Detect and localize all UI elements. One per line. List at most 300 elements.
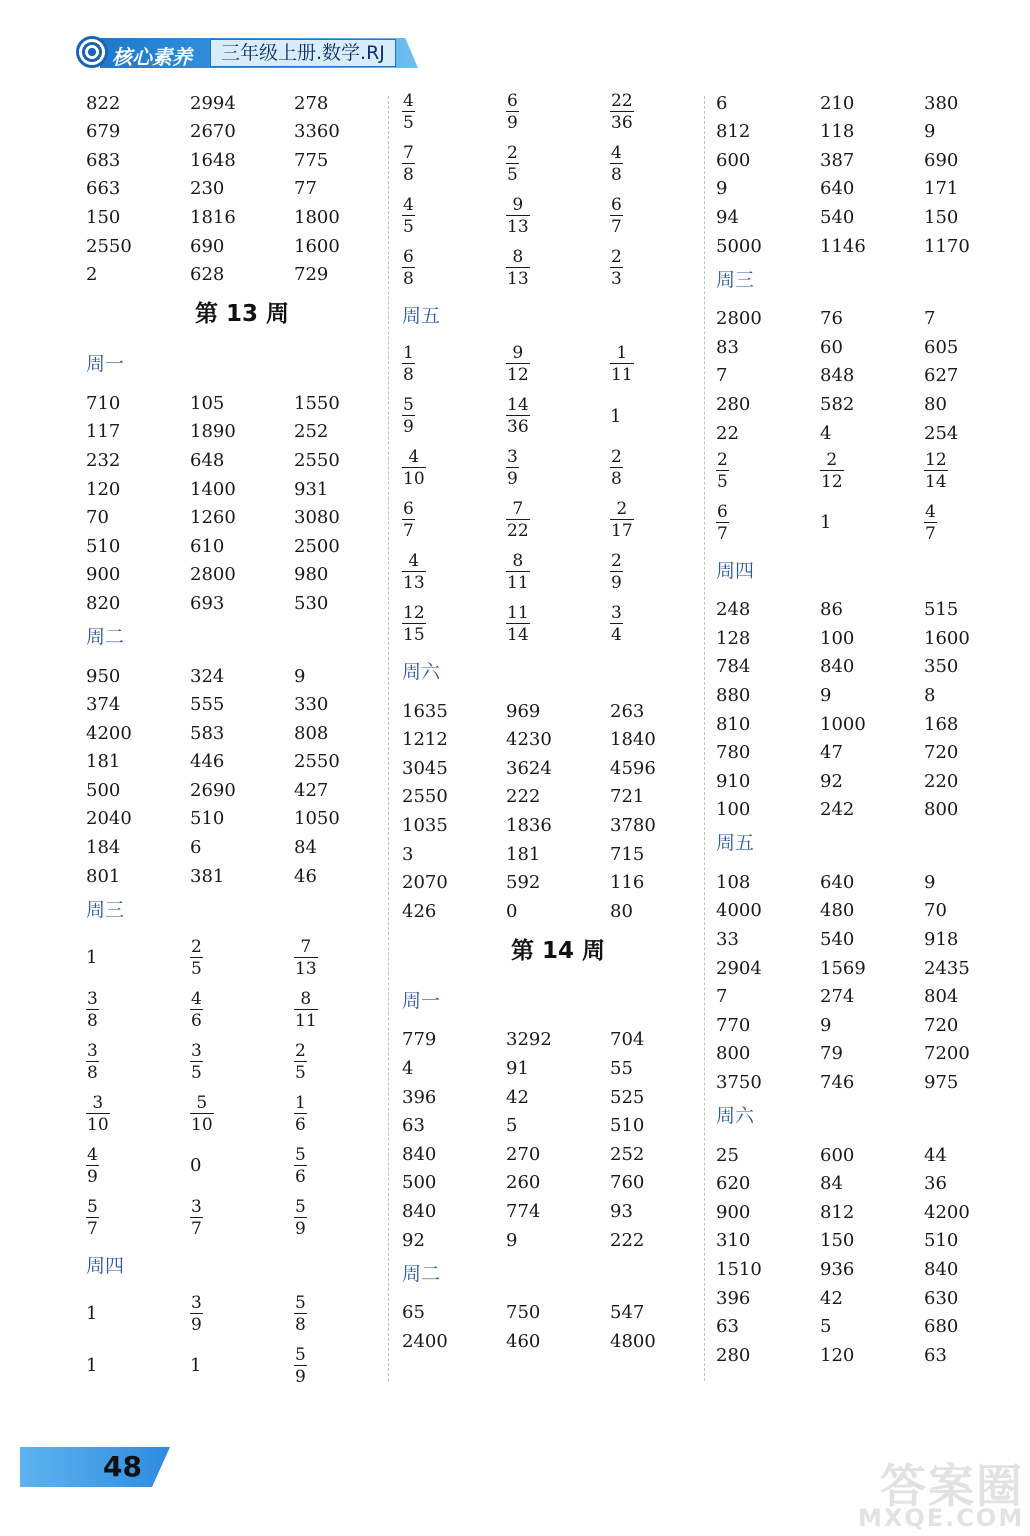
answer-cell	[86, 1093, 190, 1135]
answer-cell	[506, 844, 610, 866]
answer-value: 784	[716, 656, 751, 678]
answer-row	[402, 1296, 714, 1325]
answer-row	[402, 723, 714, 752]
answer-cell	[294, 536, 398, 558]
answer-cell	[402, 729, 506, 751]
answer-value: 396	[402, 1086, 437, 1108]
answer-cell	[820, 365, 924, 387]
answer-cell	[86, 121, 190, 143]
answer-cell	[294, 264, 398, 286]
answer-row	[716, 1167, 1028, 1196]
answer-value: 540	[820, 929, 855, 951]
answer-value: 2550	[86, 235, 132, 257]
answer-cell	[294, 207, 398, 229]
answer-value: 840	[924, 1259, 959, 1280]
answer-value: 936	[820, 1259, 855, 1280]
answer-row	[86, 773, 398, 802]
answer-value: 7	[716, 365, 728, 387]
answer-cell	[716, 986, 820, 1008]
answer-cell	[402, 901, 506, 923]
answer-cell	[820, 121, 924, 143]
target-logo-icon	[76, 36, 108, 68]
fraction: $\frac{7}{22}$	[507, 499, 529, 541]
answer-row	[86, 745, 398, 774]
answer-cell	[610, 1201, 714, 1223]
answer-value: 1816	[190, 206, 236, 228]
answer-row	[716, 1065, 1028, 1094]
brand-name: 核心素养	[112, 45, 192, 69]
answer-value: 600	[820, 1144, 855, 1166]
answer-cell	[506, 143, 610, 185]
answer-row	[86, 200, 398, 229]
answer-cell	[190, 937, 294, 979]
answer-cell	[610, 1029, 714, 1051]
answer-cell	[190, 837, 294, 859]
day-heading: 周六	[716, 1105, 755, 1128]
answer-row	[86, 1340, 398, 1392]
answer-cell	[506, 499, 610, 541]
answer-row	[716, 1138, 1028, 1167]
answer-value: 9	[294, 665, 306, 687]
answer-cell	[402, 143, 506, 185]
answer-cell	[610, 1144, 714, 1166]
answer-value: 380	[924, 92, 959, 114]
answer-cell	[86, 421, 190, 443]
answer-value: 2800	[190, 564, 236, 586]
answer-value: 9	[820, 684, 832, 706]
answer-cell	[820, 599, 924, 621]
fraction: $\frac{11}{14}$	[507, 603, 529, 645]
answer-cell	[820, 150, 924, 172]
answer-value: 746	[820, 1072, 855, 1094]
answer-cell	[610, 901, 714, 923]
answer-value: 2550	[402, 786, 448, 808]
answer-value: 648	[190, 449, 225, 471]
answer-value: 4230	[506, 729, 552, 751]
answer-row	[86, 1288, 398, 1340]
answer-cell	[610, 1115, 714, 1137]
answer-value: 704	[610, 1029, 645, 1051]
answer-cell	[294, 780, 398, 802]
answer-value: 427	[294, 779, 329, 801]
fraction: $\frac{5}{6}$	[295, 1144, 306, 1187]
answer-row	[402, 598, 714, 650]
answer-cell	[820, 872, 924, 894]
answer-value: 7	[716, 986, 728, 1008]
answer-cell	[820, 771, 924, 793]
answer-value: 800	[716, 1043, 751, 1065]
answer-value: 84	[820, 1173, 843, 1195]
answer-cell	[924, 1316, 1028, 1338]
fraction: $\frac{4}{5}$	[403, 91, 414, 133]
answer-cell	[294, 1293, 398, 1335]
fraction: $\frac{8}{11}$	[507, 551, 529, 593]
answer-cell	[294, 507, 398, 529]
answer-value: 480	[820, 900, 855, 922]
answer-cell	[924, 423, 1028, 445]
answer-row	[402, 338, 714, 390]
answer-cell	[506, 1087, 610, 1109]
fraction: $\frac{3}{4}$	[611, 603, 622, 645]
answer-row	[86, 859, 398, 888]
answer-cell	[294, 808, 398, 830]
answer-value: 210	[820, 92, 855, 114]
answer-cell	[716, 1288, 820, 1310]
answer-cell	[716, 742, 820, 764]
answer-value: 1600	[924, 627, 970, 649]
fraction: $\frac{3}{8}$	[87, 1040, 98, 1083]
answer-value: 810	[716, 713, 751, 735]
answer-cell	[294, 421, 398, 443]
answer-value: 1550	[294, 392, 340, 414]
answer-value: 720	[924, 1014, 959, 1036]
answer-value: 1890	[190, 421, 236, 443]
answer-cell	[716, 1145, 820, 1167]
answer-cell	[190, 1293, 294, 1335]
answer-value: 120	[820, 1344, 855, 1366]
answer-value: 63	[402, 1115, 425, 1137]
answer-value: 150	[86, 206, 121, 228]
answer-value: 42	[506, 1086, 529, 1108]
answer-row	[716, 678, 1028, 707]
answer-cell	[402, 91, 506, 133]
answer-value: 4800	[610, 1330, 656, 1352]
answer-value: 710	[86, 392, 121, 414]
fraction: $\frac{6}{7}$	[611, 195, 622, 237]
answer-cell	[820, 394, 924, 416]
answer-value: 232	[86, 449, 121, 471]
answer-value: 0	[190, 1155, 202, 1177]
answer-cell	[716, 502, 820, 544]
answer-value: 4596	[610, 757, 656, 779]
answer-cell	[86, 393, 190, 415]
answer-cell	[86, 450, 190, 472]
answer-cell	[924, 656, 1028, 678]
fraction: $\frac{3}{9}$	[507, 447, 518, 489]
answer-value: 278	[294, 92, 329, 114]
answer-cell	[924, 742, 1028, 764]
answer-value: 1600	[294, 235, 340, 257]
answer-cell	[924, 714, 1028, 736]
answer-value: 120	[86, 478, 121, 500]
answer-value: 5	[506, 1115, 518, 1137]
answer-value: 900	[716, 1201, 751, 1223]
answer-value: 446	[190, 751, 225, 773]
answer-cell	[506, 551, 610, 593]
answer-cell	[190, 536, 294, 558]
answer-row	[716, 793, 1028, 822]
answer-cell	[402, 247, 506, 289]
answer-cell	[610, 195, 714, 237]
answer-cell	[716, 1259, 820, 1281]
answer-cell	[294, 837, 398, 859]
answer-value: 1260	[190, 507, 236, 529]
answer-cell	[86, 479, 190, 501]
answer-cell	[610, 872, 714, 894]
answer-value: 690	[190, 235, 225, 257]
answer-value: 779	[402, 1029, 437, 1051]
answer-cell	[716, 1015, 820, 1037]
answer-value: 1510	[716, 1259, 762, 1280]
answer-cell	[820, 1043, 924, 1065]
answer-cell	[506, 1172, 610, 1194]
day-heading: 周一	[402, 989, 441, 1012]
watermark-logo: 答案圈	[880, 1459, 1024, 1513]
answer-cell	[294, 723, 398, 745]
answer-cell	[402, 844, 506, 866]
answer-cell	[924, 178, 1028, 200]
answer-value: 1035	[402, 814, 448, 836]
answer-row	[402, 1080, 714, 1109]
answer-cell	[190, 236, 294, 258]
answer-value: 663	[86, 178, 121, 200]
answer-cell	[86, 866, 190, 888]
answer-value: 46	[294, 865, 317, 887]
answer-row	[402, 866, 714, 895]
answer-value: 181	[506, 843, 541, 865]
answer-row	[86, 1036, 398, 1088]
answer-cell	[716, 799, 820, 821]
answer-value: 280	[716, 1344, 751, 1366]
answer-value: 248	[716, 599, 751, 621]
answer-cell	[506, 1029, 610, 1051]
answer-cell	[294, 751, 398, 773]
answer-value: 63	[716, 1316, 739, 1338]
answer-cell	[402, 1331, 506, 1353]
answer-cell	[924, 1345, 1028, 1367]
page-number-tab	[20, 1447, 170, 1487]
answer-value: 840	[820, 656, 855, 678]
answer-cell	[924, 599, 1028, 621]
answer-value: 1000	[820, 713, 866, 735]
answer-cell	[294, 1197, 398, 1239]
fraction: $\frac{2}{12}$	[821, 449, 843, 492]
answer-cell	[820, 423, 924, 445]
answer-value: 6	[190, 837, 202, 859]
answer-cell	[610, 844, 714, 866]
answer-cell	[86, 1197, 190, 1239]
answer-cell	[820, 685, 924, 707]
fraction: $\frac{14}{36}$	[507, 395, 529, 437]
answer-value: 44	[924, 1144, 947, 1166]
answer-value: 100	[716, 799, 751, 821]
answer-value: 630	[924, 1287, 959, 1309]
answer-cell	[610, 143, 714, 185]
answer-cell	[402, 786, 506, 808]
answer-cell	[820, 207, 924, 229]
fraction: $\frac{4}{13}$	[403, 551, 425, 593]
answer-value: 808	[294, 722, 329, 744]
answer-cell	[716, 450, 820, 492]
answer-row	[86, 529, 398, 558]
answer-row	[716, 387, 1028, 416]
answer-value: 760	[610, 1172, 645, 1194]
answer-value: 774	[506, 1200, 541, 1222]
answer-value: 715	[610, 843, 645, 865]
answer-row	[716, 1281, 1028, 1310]
answer-cell	[820, 1316, 924, 1338]
answer-value: 2040	[86, 808, 132, 830]
answer-cell	[402, 395, 506, 437]
answer-value: 5000	[716, 235, 762, 257]
answer-value: 9	[506, 1229, 518, 1251]
answer-value: 510	[86, 535, 121, 557]
answer-cell	[402, 815, 506, 837]
answer-column-3	[716, 86, 1028, 1367]
fraction: $\frac{9}{12}$	[507, 343, 529, 385]
answer-cell	[402, 195, 506, 237]
answer-value: 600	[716, 149, 751, 171]
answer-value: 86	[820, 599, 843, 621]
fraction: $\frac{2}{9}$	[611, 551, 622, 593]
answer-value: 2400	[402, 1330, 448, 1352]
day-heading: 周五	[402, 305, 441, 327]
fraction: $\frac{12}{14}$	[925, 449, 947, 492]
answer-cell	[86, 837, 190, 859]
answer-row	[402, 751, 714, 780]
answer-cell	[820, 450, 924, 492]
answer-row	[86, 1140, 398, 1192]
answer-row	[402, 1109, 714, 1138]
answer-cell	[190, 450, 294, 472]
answer-cell	[924, 1288, 1028, 1310]
answer-cell	[610, 447, 714, 489]
day-heading: 周一	[86, 353, 125, 376]
answer-cell	[506, 1058, 610, 1080]
answer-cell	[716, 150, 820, 172]
answer-row	[402, 1194, 714, 1223]
fraction: $\frac{12}{15}$	[403, 603, 425, 645]
fraction: $\frac{5}{7}$	[87, 1196, 98, 1239]
answer-cell	[86, 507, 190, 529]
answer-value: 910	[716, 770, 751, 792]
answer-cell	[820, 1259, 924, 1281]
day-heading: 周二	[402, 1262, 441, 1285]
answer-cell	[716, 1316, 820, 1338]
fraction: $\frac{5}{8}$	[295, 1292, 306, 1335]
answer-value: 1	[610, 405, 622, 427]
answer-row	[716, 497, 1028, 549]
answer-cell	[820, 1145, 924, 1167]
answer-cell	[294, 694, 398, 716]
answer-cell	[402, 1029, 506, 1051]
day-heading: 周四	[86, 1254, 125, 1277]
answer-value: 800	[924, 799, 959, 821]
answer-cell	[610, 815, 714, 837]
answer-cell	[610, 701, 714, 723]
answer-row	[716, 1037, 1028, 1066]
answer-cell	[402, 1058, 506, 1080]
answer-row	[716, 1338, 1028, 1367]
answer-cell	[924, 337, 1028, 359]
answer-cell	[820, 512, 924, 533]
answer-value: 547	[610, 1302, 645, 1324]
answer-cell	[820, 178, 924, 200]
answer-value: 820	[86, 592, 121, 614]
fraction: $\frac{4}{8}$	[611, 143, 622, 185]
answer-cell	[506, 901, 610, 923]
answer-column-2	[402, 86, 714, 1353]
answer-value: 3292	[506, 1029, 552, 1051]
answer-cell	[610, 786, 714, 808]
answer-cell	[924, 771, 1028, 793]
answer-row	[716, 980, 1028, 1009]
answer-cell	[716, 872, 820, 894]
answer-cell	[820, 900, 924, 922]
fraction: $\frac{2}{5}$	[717, 449, 728, 492]
answer-value: 1146	[820, 235, 866, 257]
answer-value: 387	[820, 149, 855, 171]
answer-cell	[924, 685, 1028, 707]
answer-row	[402, 1051, 714, 1080]
answer-value: 117	[86, 421, 121, 443]
answer-cell	[924, 628, 1028, 650]
answer-row	[402, 494, 714, 546]
day-heading: 周三	[716, 268, 755, 291]
answer-cell	[190, 989, 294, 1031]
answer-value: 70	[924, 900, 947, 922]
answer-cell	[716, 929, 820, 951]
fraction: $\frac{5}{9}$	[295, 1344, 306, 1387]
answer-value: 254	[924, 422, 959, 444]
answer-value: 6	[716, 92, 728, 114]
answer-value: 1400	[190, 478, 236, 500]
column-divider	[388, 96, 389, 1381]
answer-cell	[86, 1355, 190, 1376]
answer-cell	[924, 1259, 1028, 1281]
answer-row	[402, 242, 714, 294]
answer-value: 592	[506, 872, 541, 894]
book-title: 三年级上册.数学.RJ	[210, 39, 396, 67]
answer-value: 582	[820, 393, 855, 415]
answer-value: 690	[924, 149, 959, 171]
answer-cell	[506, 447, 610, 489]
fraction: $\frac{2}{17}$	[611, 499, 633, 541]
answer-cell	[506, 1144, 610, 1166]
answer-row	[86, 1192, 398, 1244]
answer-value: 7200	[924, 1043, 970, 1065]
answer-value: 610	[190, 535, 225, 557]
answer-cell	[924, 958, 1028, 980]
answer-row	[86, 143, 398, 172]
answer-cell	[402, 499, 506, 541]
answer-value: 1	[86, 947, 98, 969]
answer-cell	[86, 751, 190, 773]
answer-row	[402, 86, 714, 138]
answer-value: 605	[924, 336, 959, 358]
answer-cell	[86, 236, 190, 258]
answer-cell	[190, 150, 294, 172]
answer-cell	[506, 395, 610, 437]
answer-value: 1	[190, 1355, 202, 1377]
answer-row	[716, 1195, 1028, 1224]
answer-value: 330	[294, 694, 329, 716]
answer-value: 80	[924, 393, 947, 415]
answer-value: 426	[402, 900, 437, 922]
answer-row	[86, 984, 398, 1036]
answer-row	[86, 1088, 398, 1140]
answer-row	[86, 443, 398, 472]
answer-row	[86, 802, 398, 831]
answer-value: 84	[294, 837, 317, 859]
answer-value: 801	[86, 865, 121, 887]
answer-value: 931	[294, 478, 329, 500]
answer-cell	[190, 1355, 294, 1376]
fraction: $\frac{1}{8}$	[403, 343, 414, 385]
answer-row	[716, 302, 1028, 331]
answer-cell	[610, 1172, 714, 1194]
answer-row	[86, 415, 398, 444]
